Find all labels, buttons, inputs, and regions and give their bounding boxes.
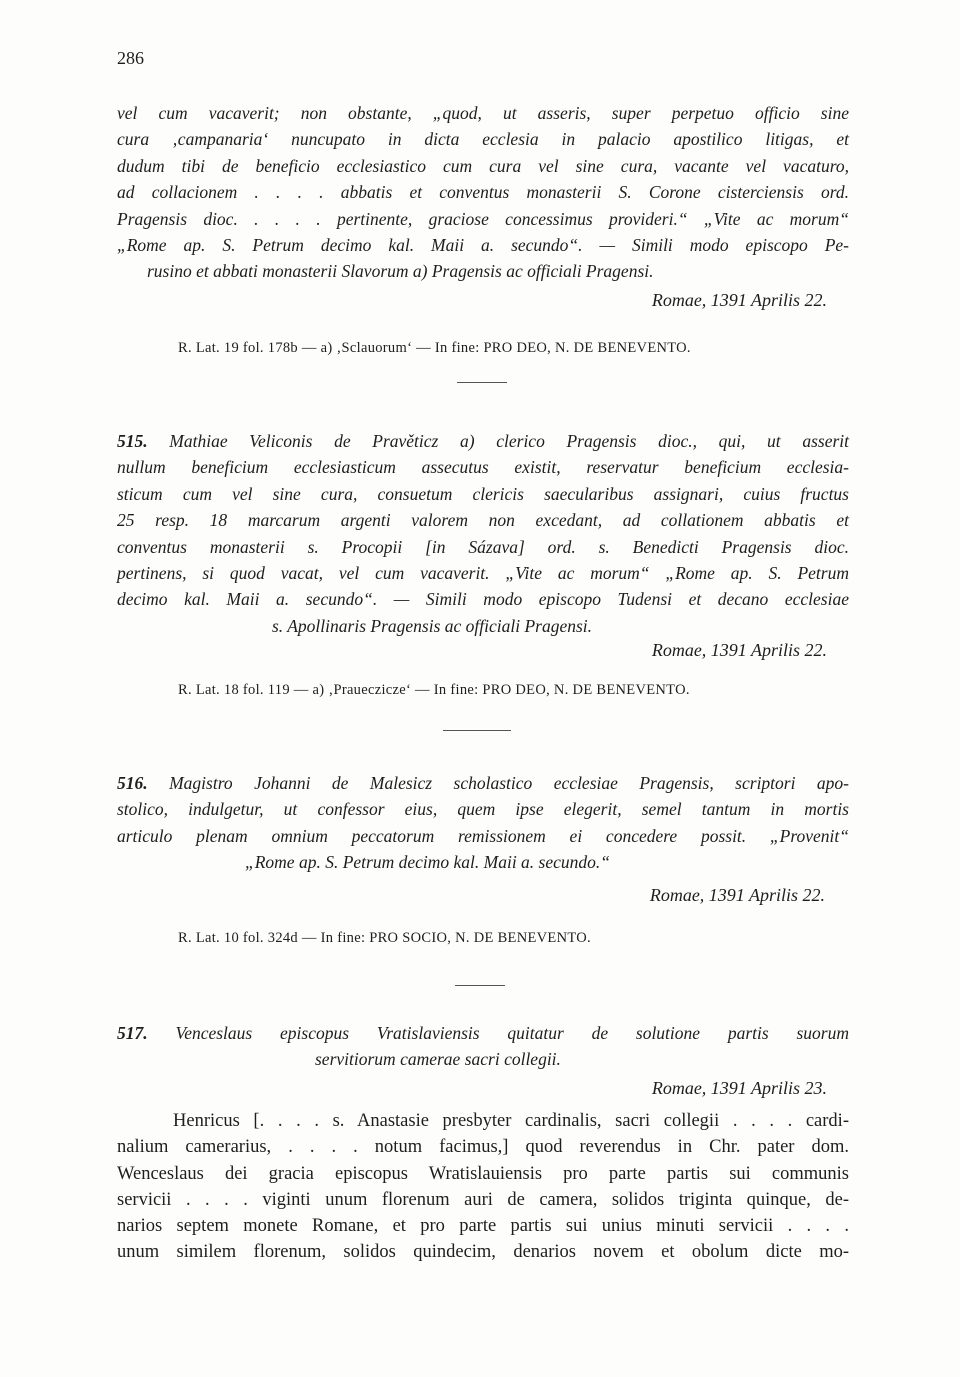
body-line: nalium camerarius, . . . . notum facimus,] quod reverendus in Chr. pater dom. [117,1137,849,1158]
text-line: cura ‚campanaria‘ nuncupato in dicta ecclesia in palacio apostilico litigas, et [117,129,849,150]
separator-rule [455,985,505,986]
text-line: Pragensis dioc. . . . . pertinente, graciose concessimus provideri.“ „Vite ac morum“ [117,208,849,229]
entry-515-date: Romae, 1391 Aprilis 22. [651,640,827,660]
body-line: narios septem monete Romane, et pro parte partis sui unius minuti servicii . . . . [117,1216,849,1237]
text-line: dudum tibi de beneficio ecclesiastico cum cura vel sine cura, vacante vel vacaturo, [117,155,849,176]
body-line: servicii . . . . viginti unum florenum auri de camera, solidos triginta quinque, de- [117,1189,849,1210]
separator-rule [457,382,507,383]
text-line: servitiorum camerae sacri collegii. [315,1049,561,1070]
text-line: „Rome ap. S. Petrum decimo kal. Maii a. secundo“. — Simili modo episcopo Pe- [117,235,849,256]
entry-number: 516. [117,773,148,793]
top-entry-date: Romae, 1391 Aprilis 22. [651,290,827,310]
top-entry-reference: R. Lat. 19 fol. 178b — a) ‚Sclauorum‘ — In fine: PRO DEO, N. DE BENEVENTO. [178,340,691,356]
top-entry-text [117,100,849,285]
text-line: articulo plenam omnium peccatorum remissionem ei concedere possit. „Provenit“ [117,825,849,846]
entry-516-text [117,770,849,876]
body-line: Wenceslaus dei gracia episcopus Wratislauiensis pro parte partis sui communis [117,1163,849,1184]
entry-515-reference: R. Lat. 18 fol. 119 — a) ‚Praueczicze‘ — In fine: PRO DEO, N. DE BENEVENTO. [178,682,690,698]
text-line: decimo kal. Maii a. secundo“. — Simili modo episcopo Tudensi et decano ecclesiae [117,589,849,610]
text-line: pertinens, si quod vacat, vel cum vacaverit. „Vite ac morum“ „Rome ap. S. Petrum [117,563,849,584]
text-line: sticum cum vel sine cura, consuetum clericis saecularibus assignari, cuius fructus [117,483,849,504]
text-line: vel cum vacaverit; non obstante, „quod, ut asseris, super perpetuo officio sine [117,103,849,123]
page-number: 286 [117,48,144,68]
text-line: 517. Venceslaus episcopus Vratislaviensis quitatur de solutione partis suorum [117,1023,850,1043]
text-line: 516. Magistro Johanni de Malesicz scholastico ecclesiae Pragensis, scriptori apo- [117,773,850,793]
text-line: stolico, indulgetur, ut confessor eius, quem ipse elegerit, semel tantum in mortis [117,799,849,820]
text-line: s. Apollinaris Pragensis ac officiali Pragensi. [272,615,593,636]
text-line: nullum beneficium ecclesiasticum assecutus existit, reservatur beneficium ecclesia- [117,457,849,478]
text-line: 515. Mathiae Veliconis de Pravěticz a) clerico Pragensis dioc., qui, ut asserit [117,431,849,451]
entry-517-date: Romae, 1391 Aprilis 23. [651,1078,827,1098]
entry-number: 517. [117,1023,148,1043]
entry-516-date: Romae, 1391 Aprilis 22. [649,885,825,905]
entry-517-text [117,1020,849,1073]
text-line: rusino et abbati monasterii Slavorum a) Pragensis ac officiali Pragensi. [147,261,654,282]
entry-number: 515. [117,431,148,451]
entry-517-body [117,1108,849,1266]
entry-515-text [117,428,849,639]
text-line: ad collacionem . . . . abbatis et conventus monasterii S. Corone cisterciensis ord. [117,182,849,203]
text-line: conventus monasterii s. Procopii [in Sázava] ord. s. Benedicti Pragensis dioc. [117,536,849,557]
body-line: unum similem florenum, solidos quindecim, denarios novem et obolum dicte mo- [117,1242,849,1263]
text-line: 25 resp. 18 marcarum argenti valorem non excedant, ad collationem abbatis et [117,510,849,531]
body-line: Henricus [. . . . s. Anastasie presbyter cardinalis, sacri collegii . . . . cardi- [173,1111,849,1131]
text-line: „Rome ap. S. Petrum decimo kal. Maii a. secundo.“ [245,852,611,873]
separator-rule [443,730,511,731]
entry-516-reference: R. Lat. 10 fol. 324d — In fine: PRO SOCIO, N. DE BENEVENTO. [178,930,591,946]
